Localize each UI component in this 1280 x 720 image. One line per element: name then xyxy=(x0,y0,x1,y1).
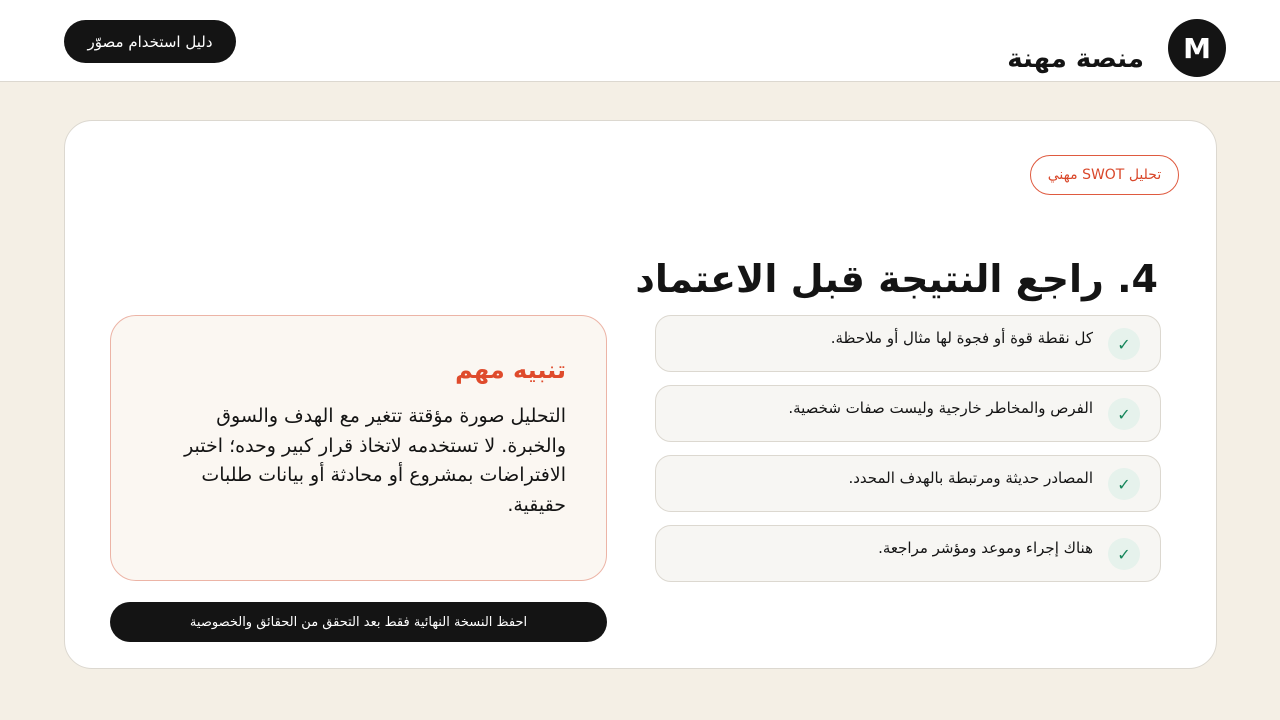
checklist-item xyxy=(655,385,1161,442)
save-final-button[interactable]: احفظ النسخة النهائية فقط بعد التحقق من الحقائق والخصوصية xyxy=(110,602,607,642)
logo[interactable]: M xyxy=(1168,19,1226,77)
top-bar xyxy=(0,0,1280,82)
review-checklist xyxy=(655,315,1161,595)
notice-body: التحليل صورة مؤقتة تتغير مع الهدف والسوق والخبرة. لا تستخدمه لاتخاذ قرار كبير وحده؛ اختبر الافتراضات بمشروع أو محادثة أو بيانات طلبات حقيقية. xyxy=(184,405,566,516)
check-icon: ✓ xyxy=(1108,468,1140,500)
checklist-item-text: كل نقطة قوة أو فجوة لها مثال أو ملاحظة. xyxy=(830,329,1093,347)
main-card xyxy=(64,120,1217,669)
checklist-item-text: هناك إجراء وموعد ومؤشر مراجعة. xyxy=(878,539,1093,557)
checklist-item xyxy=(655,315,1161,372)
guide-button[interactable]: دليل استخدام مصوّر xyxy=(64,20,236,63)
checklist-item xyxy=(655,525,1161,582)
notice-title: تنبيه مهم xyxy=(455,356,566,384)
brand-name: منصة مهنة xyxy=(1007,44,1144,74)
checklist-item-text: الفرص والمخاطر خارجية وليست صفات شخصية. xyxy=(788,399,1093,417)
checklist-item xyxy=(655,455,1161,512)
check-icon: ✓ xyxy=(1108,398,1140,430)
important-notice xyxy=(110,315,607,581)
checklist-item-text: المصادر حديثة ومرتبطة بالهدف المحدد. xyxy=(848,469,1093,487)
check-icon: ✓ xyxy=(1108,328,1140,360)
check-icon: ✓ xyxy=(1108,538,1140,570)
step-heading: 4. راجع النتيجة قبل الاعتماد xyxy=(635,257,1158,301)
section-badge: تحليل SWOT مهني xyxy=(1030,155,1179,195)
